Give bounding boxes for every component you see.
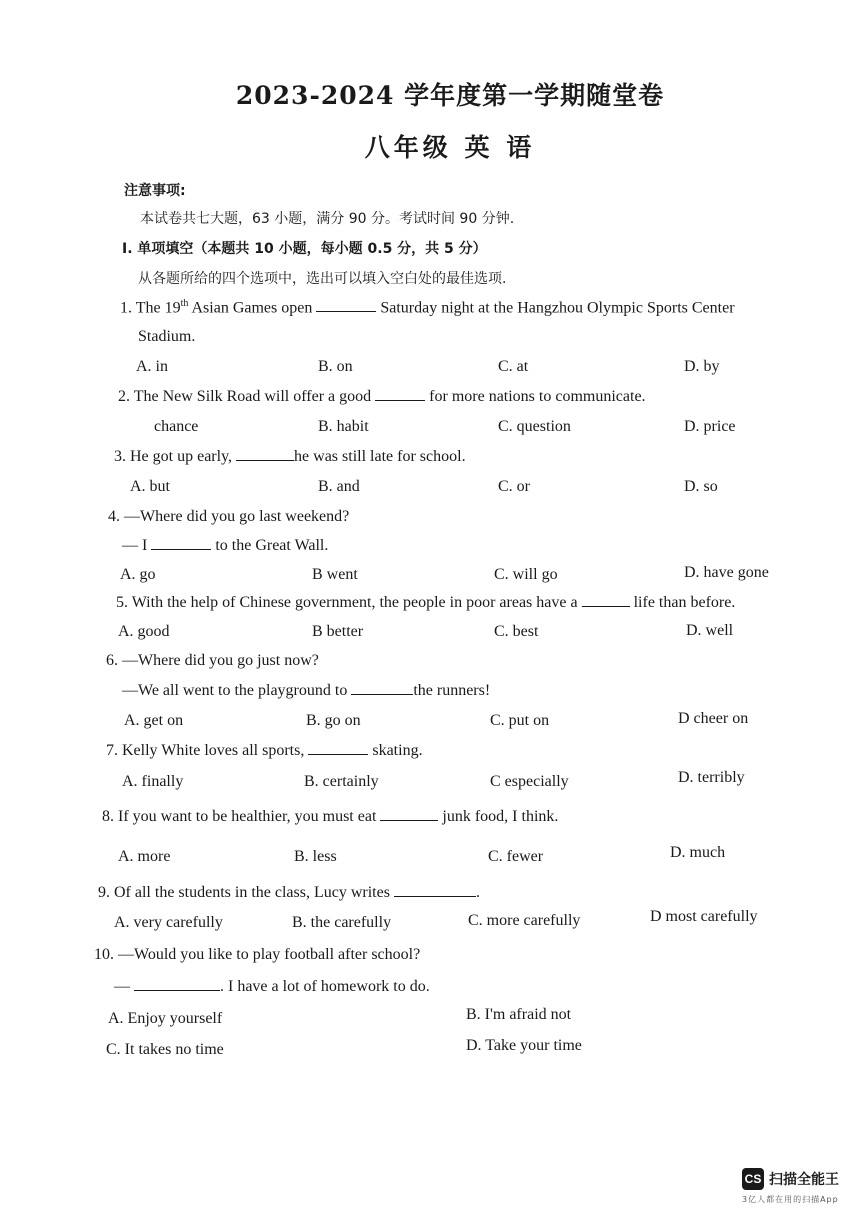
- answer-blank: [134, 978, 220, 991]
- exam-title: 2023-2024 学年度第一学期随堂卷: [235, 81, 665, 110]
- exam-subtitle: 八年级 英 语: [364, 133, 536, 162]
- question-1-continuation: Stadium.: [138, 328, 196, 345]
- scanner-watermark: [742, 1168, 839, 1190]
- answer-blank: [582, 594, 630, 607]
- question-4-stem: 4. —Where did you go last weekend?: [108, 508, 350, 525]
- watermark-tagline: 3亿人都在用的扫描App: [742, 1195, 839, 1204]
- q2-option-d: D. price: [684, 418, 736, 435]
- q9-option-c: C. more carefully: [468, 912, 581, 929]
- q4-option-d: D. have gone: [684, 564, 769, 581]
- q10-option-c: C. It takes no time: [106, 1041, 224, 1058]
- q2-option-a: chance: [154, 418, 199, 435]
- q8-option-c: C. fewer: [488, 848, 544, 865]
- notice-text: 本试卷共七大题，63 小题，满分 90 分。考试时间 90 分钟.: [140, 211, 515, 227]
- q10-option-b: B. I'm afraid not: [466, 1006, 572, 1023]
- q8-option-a: A. more: [118, 848, 171, 865]
- notice-label: 注意事项:: [124, 183, 186, 199]
- q5-option-a: A. good: [118, 623, 170, 640]
- section-heading: I. 单项填空（本题共 10 小题，每小题 0.5 分，共 5 分）: [122, 241, 487, 257]
- q3-option-c: C. or: [498, 478, 530, 495]
- q7-option-c: C especially: [490, 773, 569, 790]
- answer-blank: [151, 537, 211, 550]
- section-instruction: 从各题所给的四个选项中，选出可以填入空白处的最佳选项.: [138, 271, 507, 287]
- q4-option-a: A. go: [120, 566, 156, 583]
- q9-option-b: B. the carefully: [292, 914, 392, 931]
- question-7-stem: 7. Kelly White loves all sports, skating.: [106, 742, 423, 759]
- answer-blank: [236, 448, 294, 461]
- q3-option-a: A. but: [130, 478, 170, 495]
- q5-option-d: D. well: [686, 622, 734, 639]
- q1-option-b: B. on: [318, 358, 353, 375]
- watermark-brand: 扫描全能王: [769, 1172, 839, 1188]
- question-6-answer-line: —We all went to the playground to the runners!: [122, 682, 491, 699]
- camscanner-logo-icon: CS: [742, 1168, 764, 1190]
- answer-blank: [380, 808, 438, 821]
- q6-option-a: A. get on: [124, 712, 184, 729]
- q6-option-b: B. go on: [306, 712, 361, 729]
- q6-option-d: D cheer on: [678, 710, 749, 727]
- q2-option-c: C. question: [498, 418, 571, 435]
- q8-option-d: D. much: [670, 844, 726, 861]
- q1-option-a: A. in: [136, 358, 168, 375]
- question-10-stem: 10. —Would you like to play football after school?: [94, 946, 421, 963]
- q9-option-d: D most carefully: [650, 908, 758, 925]
- answer-blank: [351, 682, 413, 695]
- q2-option-b: B. habit: [318, 418, 369, 435]
- q10-option-d: D. Take your time: [466, 1037, 582, 1054]
- q7-option-b: B. certainly: [304, 773, 379, 790]
- q4-option-b: B went: [312, 566, 358, 583]
- question-1-stem: 1. The 19th Asian Games open Saturday night at the Hangzhou Olympic Sports Center: [120, 298, 735, 317]
- answer-blank: [394, 884, 476, 897]
- q5-option-c: C. best: [494, 623, 539, 640]
- q9-option-a: A. very carefully: [114, 914, 223, 931]
- q7-option-a: A. finally: [122, 773, 184, 790]
- q3-option-d: D. so: [684, 478, 718, 495]
- q8-option-b: B. less: [294, 848, 337, 865]
- question-5-stem: 5. With the help of Chinese government, the people in poor areas have a life than before.: [116, 594, 736, 611]
- q6-option-c: C. put on: [490, 712, 550, 729]
- question-2-stem: 2. The New Silk Road will offer a good for more nations to communicate.: [118, 388, 646, 405]
- answer-blank: [316, 299, 376, 312]
- question-4-answer-line: — I to the Great Wall.: [122, 537, 329, 554]
- question-10-answer-line: — . I have a lot of homework to do.: [114, 978, 430, 995]
- question-6-stem: 6. —Where did you go just now?: [106, 652, 319, 669]
- q10-option-a: A. Enjoy yourself: [108, 1010, 223, 1027]
- q5-option-b: B better: [312, 623, 364, 640]
- q3-option-b: B. and: [318, 478, 360, 495]
- question-3-stem: 3. He got up early, he was still late for school.: [114, 448, 466, 465]
- q4-option-c: C. will go: [494, 566, 558, 583]
- q1-option-d: D. by: [684, 358, 720, 375]
- answer-blank: [375, 388, 425, 401]
- q7-option-d: D. terribly: [678, 769, 745, 786]
- answer-blank: [308, 742, 368, 755]
- question-9-stem: 9. Of all the students in the class, Lucy writes .: [98, 884, 480, 901]
- question-8-stem: 8. If you want to be healthier, you must eat junk food, I think.: [102, 808, 559, 825]
- q1-option-c: C. at: [498, 358, 529, 375]
